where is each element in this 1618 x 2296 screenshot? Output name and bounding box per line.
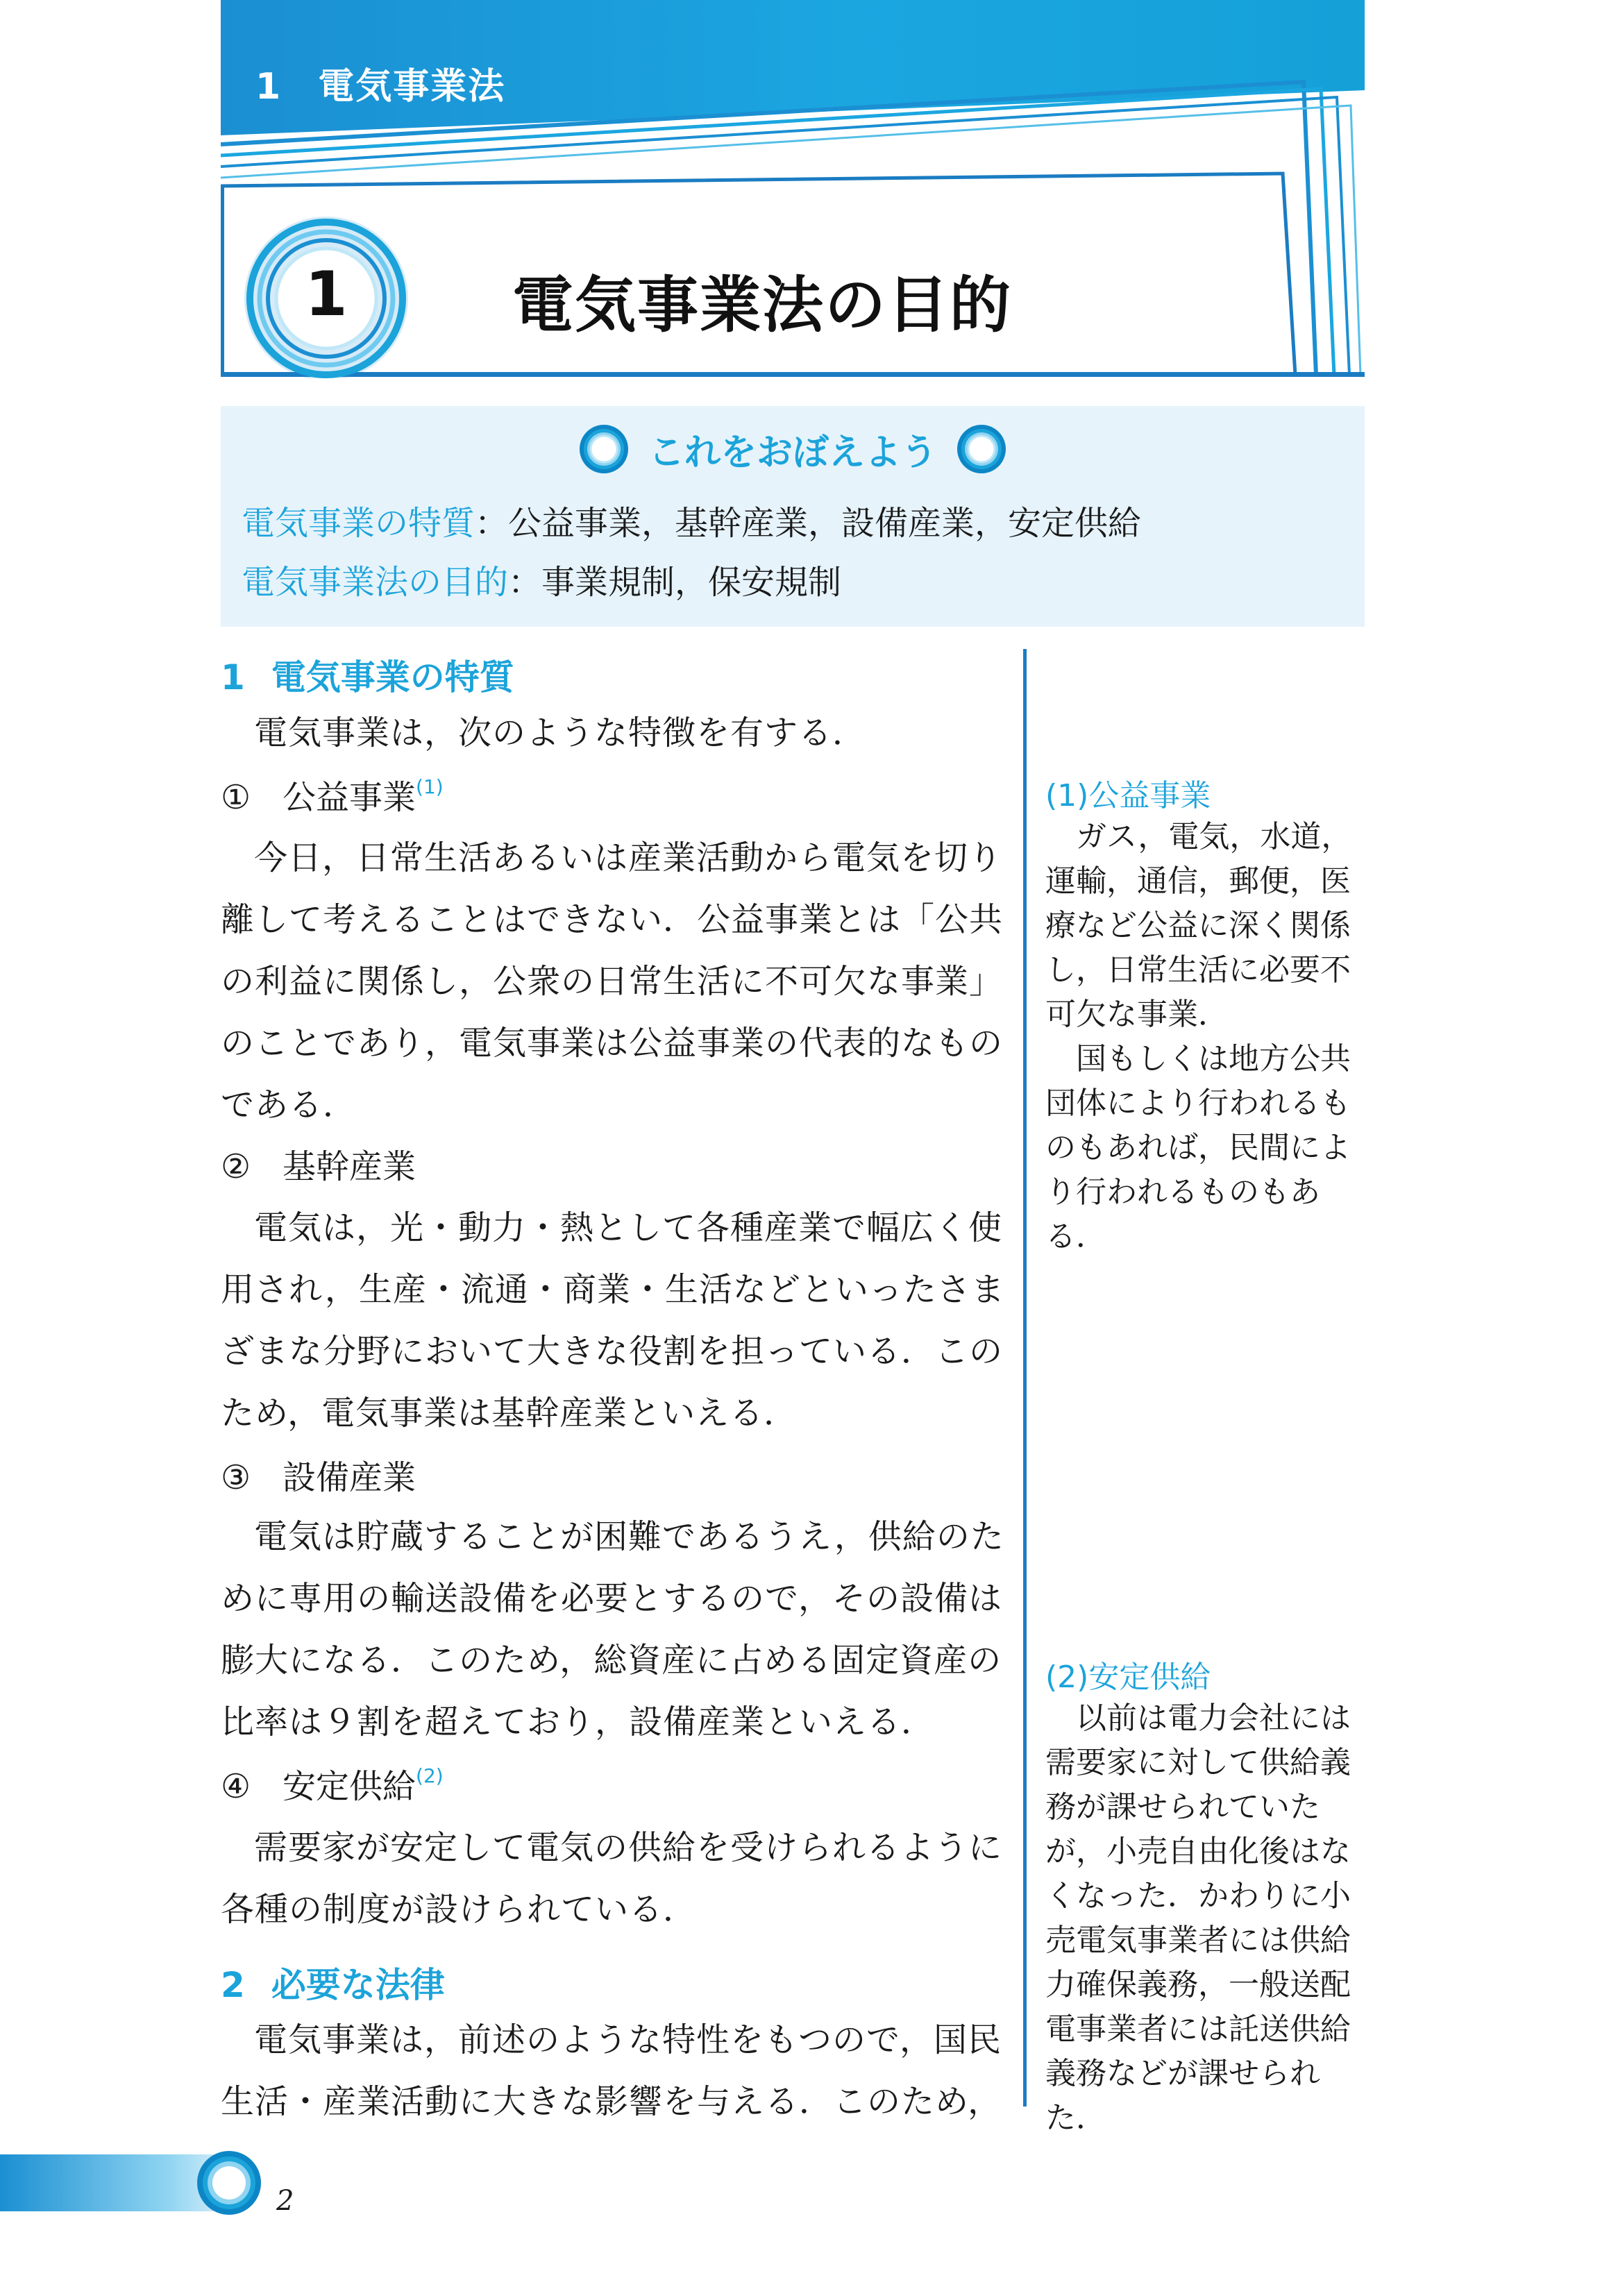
memorize-key: 電気事業法の目的 bbox=[242, 563, 509, 602]
heading-number: 1 bbox=[221, 657, 245, 698]
memorize-heading-text: これをおぼえよう bbox=[648, 432, 937, 474]
footnote-ref: (1) bbox=[416, 775, 444, 798]
section-title: 電気事業法の目的 bbox=[512, 269, 1013, 341]
item-title: 設備産業 bbox=[283, 1458, 416, 1497]
item-title: 公益事業 bbox=[283, 778, 416, 817]
memorize-value: ：公益事業，基幹産業，設備産業，安定供給 bbox=[475, 504, 1142, 543]
chapter-label bbox=[255, 57, 505, 109]
note-title-stable-supply: (2)安定供給 bbox=[1045, 1660, 1211, 1695]
memorize-key: 電気事業の特質 bbox=[242, 504, 475, 543]
chapter-number: 1 bbox=[255, 66, 283, 108]
heading-required-law bbox=[221, 1957, 445, 2007]
item-title: 安定供給 bbox=[283, 1767, 416, 1806]
paragraph-public-utility: 今日，日常生活あるいは産業活動から電気を切り離して考えることはできない．公益事業とは「公共の利益に関係し，公衆の日常生活に不可欠な事業」のことであり，電気事業は公益事業の代表的なものである． bbox=[221, 838, 1004, 1124]
page-number: 2 bbox=[276, 2185, 294, 2217]
footer-bar bbox=[0, 2138, 292, 2228]
memorize-line-characteristics bbox=[242, 496, 1141, 544]
heading-text: 電気事業の特質 bbox=[271, 657, 514, 698]
note-body-public-utility-2: 国もしくは地方公共団体により行われるものもあれば，民間により行われるものもある． bbox=[1045, 1041, 1351, 1254]
memorize-box bbox=[221, 406, 1365, 627]
item-key-industry bbox=[221, 1140, 416, 1188]
item-number: ② bbox=[221, 1147, 251, 1186]
section-number: 1 bbox=[305, 258, 348, 330]
heading-characteristics bbox=[221, 650, 514, 700]
item-public-utility bbox=[221, 770, 444, 818]
ring-left-icon bbox=[578, 423, 630, 475]
footer-ring-icon bbox=[197, 2151, 261, 2215]
ring-right-icon bbox=[955, 423, 1008, 475]
memorize-heading bbox=[221, 423, 1365, 475]
paragraph-required-law: 電気事業は，前述のような特性をもつので，国民生活・産業活動に大きな影響を与える．このため， bbox=[221, 2020, 1002, 2121]
paragraph-stable-supply: 需要家が安定して電気の供給を受けられるように各種の制度が設けられている． bbox=[221, 1828, 1003, 1929]
item-number: ① bbox=[221, 778, 251, 817]
memorize-value: ：事業規制，保安規制 bbox=[508, 563, 842, 602]
paragraph-equipment-industry: 電気は貯蔵することが困難であるうえ，供給のために専用の輸送設備を必要とするので，その設備は膨大になる．このため，総資産に占める固定資産の比率は９割を超えており，設備産業といえる． bbox=[221, 1517, 1004, 1741]
heading-number: 2 bbox=[221, 1965, 245, 2005]
item-equipment-industry bbox=[221, 1451, 416, 1499]
item-number: ④ bbox=[221, 1767, 251, 1806]
note-title-public-utility: (1)公益事業 bbox=[1045, 778, 1211, 813]
memorize-line-purpose bbox=[242, 555, 841, 603]
note-body-public-utility-1: ガス，電気，水道，運輸，通信，郵便，医療など公益に深く関係し，日常生活に必要不可欠な事業． bbox=[1045, 819, 1352, 1032]
note-body-stable-supply: 以前は電力会社には需要家に対して供給義務が課せられていたが，小売自由化後はなくなった．かわりに小売電気事業者には供給力確保義務，一般送配電事業者には託送供給義務などが課せられた． bbox=[1045, 1700, 1351, 2136]
item-title: 基幹産業 bbox=[283, 1147, 416, 1186]
footnote-ref: (2) bbox=[416, 1764, 444, 1787]
paragraph-key-industry: 電気は，光・動力・熱として各種産業で幅広く使用され，生産・流通・商業・生活などといったさまざまな分野において大きな役割を担っている．このため，電気事業は基幹産業といえる． bbox=[221, 1208, 1005, 1433]
item-stable-supply bbox=[221, 1759, 444, 1807]
item-number: ③ bbox=[221, 1458, 251, 1497]
intro-paragraph: 電気事業は，次のような特徴を有する． bbox=[254, 714, 867, 752]
chapter-title: 電気事業法 bbox=[318, 66, 506, 108]
column-divider bbox=[1023, 649, 1027, 2107]
heading-text: 必要な法律 bbox=[271, 1965, 445, 2005]
page-header bbox=[221, 0, 1365, 378]
